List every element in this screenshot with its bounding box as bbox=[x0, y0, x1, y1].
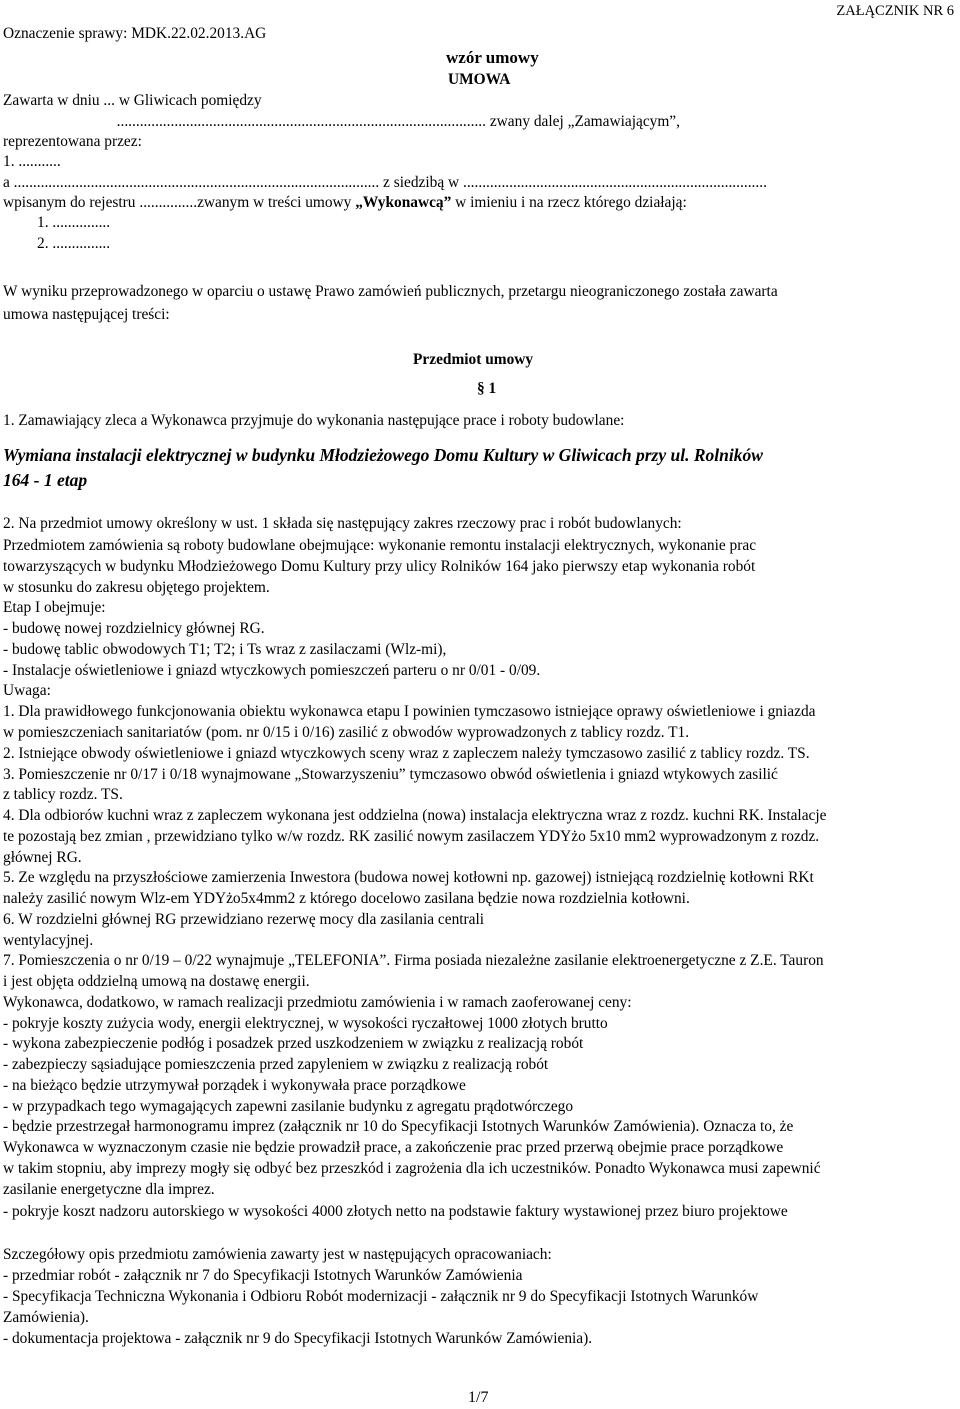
body-line: - będzie przestrzegał harmonogramu imprez (załącznik nr 10 do Specyfikacji Istotnych Warunków Zamówienia). Oznacza to, że bbox=[3, 1118, 794, 1135]
body-line: zasilanie energetyczne dla imprez. bbox=[3, 1181, 215, 1198]
representative-line: 2. ............... bbox=[37, 235, 111, 252]
body-line: 3. Pomieszczenie nr 0/17 i 0/18 wynajmowane „Stowarzyszeniu” tymczasowo obwód oświetlenia i gniazd wtykowych zasilić bbox=[3, 766, 778, 783]
body-line: w pomieszczeniach sanitariatów (pom. nr 0/15 i 0/16) zasilić z obwodów wyprowadzonych z tablicy rozdz. T1. bbox=[3, 724, 690, 741]
body-line: głównej RG. bbox=[3, 849, 82, 866]
party-line: ................................................................................................ zwany dalej „Zamawiającym”, bbox=[116, 113, 680, 130]
body-line: 1. Dla prawidłowego funkcjonowania obiektu wykonawca etapu I powinien tymczasowo istniejące oprawy oświetleniowe i gniazda bbox=[3, 703, 816, 720]
body-line: 6. W rozdzielni głównej RG przewidziano rezerwę mocy dla zasilania centrali bbox=[3, 911, 485, 928]
details-line: - przedmiar robót - załącznik nr 7 do Specyfikacji Istotnych Warunków Zamówienia bbox=[3, 1267, 523, 1284]
page-number: 1/7 bbox=[468, 1389, 489, 1406]
section-title: Przedmiot umowy bbox=[413, 351, 534, 368]
body-line: 4. Dla odbiorów kuchni wraz z zapleczem wykonana jest oddzielna (nowa) instalacja elektryczna wraz z rozdz. kuchni RK. Instalacje bbox=[3, 807, 827, 824]
paragraph-mark: § 1 bbox=[477, 380, 497, 397]
case-label: Oznaczenie sprawy: bbox=[3, 25, 128, 42]
party-line: reprezentowana przez: bbox=[3, 133, 142, 150]
body-line: - Instalacje oświetleniowe i gniazd wtyczkowych pomieszczeń parteru o nr 0/01 - 0/09. bbox=[3, 662, 541, 679]
body-line: - na bieżąco będzie utrzymywał porządek i wykonywała prace porządkowe bbox=[3, 1077, 466, 1094]
body-line: 7. Pomieszczenia o nr 0/19 – 0/22 wynajmuje „TELEFONIA”. Firma posiada niezależne zasilanie elektroenergetyczne z Z.E. Tauron bbox=[3, 952, 824, 969]
contractor-term: „Wykonawcą” bbox=[355, 194, 452, 211]
body-line: 5. Ze względu na przyszłościowe zamierzenia Inwestora (budowa nowej kotłowni np. gazowej) istniejącą rozdzielnię kotłowni RKt bbox=[3, 869, 814, 886]
body-line: w stosunku do zakresu objętego projektem. bbox=[3, 579, 270, 596]
body-line: - budowę nowej rozdzielnicy głównej RG. bbox=[3, 620, 265, 637]
party-line: a ............................................................................................... z siedzibą w ............................................................................... bbox=[3, 174, 767, 191]
intro-line: umowa następującej treści: bbox=[3, 306, 170, 323]
party-line: Zawarta w dniu ... w Gliwicach pomiędzy bbox=[3, 92, 262, 109]
case-number: MDK.22.02.2013.AG bbox=[131, 25, 267, 42]
body-line: 2. Na przedmiot umowy określony w ust. 1 składa się następujący zakres rzeczowy prac i robót budowlanych: bbox=[3, 515, 682, 532]
representative-line: 1. ............... bbox=[37, 214, 111, 231]
body-line: 2. Istniejące obwody oświetleniowe i gniazd wtyczkowych sceny wraz z zapleczem należy tymczasowo zasilić z tablicy rozdz. TS. bbox=[3, 745, 810, 762]
body-line: - budowę tablic obwodowych T1; T2; i Ts wraz z zasilaczami (Wlz-mi), bbox=[3, 641, 447, 658]
body-line: wentylacyjnej. bbox=[3, 932, 94, 949]
attachment-label: ZAŁĄCZNIK NR 6 bbox=[836, 3, 954, 19]
document-title: UMOWA bbox=[448, 71, 511, 88]
body-line: - wykona zabezpieczenie podłóg i posadzek przed uszkodzeniem w związku z realizacją robót bbox=[3, 1035, 584, 1052]
party-line bbox=[3, 195, 687, 210]
body-line: Uwaga: bbox=[3, 682, 51, 699]
details-line: Zamówienia). bbox=[3, 1309, 89, 1326]
details-line: - Specyfikacja Techniczna Wykonania i Odbioru Robót modernizacji - załącznik nr 9 do Specyfikacji Istotnych Warunków bbox=[3, 1288, 759, 1305]
body-line: towarzyszących w budynku Młodzieżowego Domu Kultury przy ulicy Rolników 164 jako pierwszy etap wykonania robót bbox=[3, 558, 756, 575]
body-line: - zabezpieczy sąsiadujące pomieszczenia przed zapyleniem w związku z realizacją robót bbox=[3, 1056, 549, 1073]
details-line: Szczegółowy opis przedmiotu zamówienia zawarty jest w następujących opracowaniach: bbox=[3, 1246, 552, 1263]
body-line: i jest objęta oddzielną umową na dostawę energii. bbox=[3, 973, 310, 990]
body-line: Wykonawca w wyznaczonym czasie nie będzie prowadził prace, a zakończenie prac przed przerwą obejmie prace porządkowe bbox=[3, 1139, 784, 1156]
body-line: Wykonawca, dodatkowo, w ramach realizacji przedmiotu zamówienia i w ramach zaoferowanej ceny: bbox=[3, 994, 632, 1011]
template-label: wzór umowy bbox=[446, 48, 539, 67]
body-line: Przedmiotem zamówienia są roboty budowlane obejmujące: wykonanie remontu instalacji elektrycznych, wykonanie prac bbox=[3, 537, 757, 554]
body-line: Etap I obejmuje: bbox=[3, 599, 106, 616]
body-line: - w przypadkach tego wymagających zapewni zasilanie budynku z agregatu prądotwórczego bbox=[3, 1098, 574, 1115]
body-line: - pokryje koszty zużycia wody, energii elektrycznej, w wysokości ryczałtowej 1000 złotych brutto bbox=[3, 1015, 608, 1032]
subject-line: Wymiana instalacji elektrycznej w budynku Młodzieżowego Domu Kultury w Gliwicach przy ul. Rolników bbox=[3, 445, 763, 465]
body-line: te pozostają bez zmian , przewidziano tylko w/w rozdz. RK zasilić nowym zasilaczem YDYżo 5x10 mm2 wyprowadzonym z rozdz. bbox=[3, 828, 820, 845]
registry-text-tail: w imieniu i na rzecz którego działają: bbox=[455, 194, 687, 211]
body-line: należy zasilić nowym Wlz-em YDYżo5x4mm2 z którego docelowo zasilana będzie nowa rozdzielnia kotłowni. bbox=[3, 890, 690, 907]
body-line: z tablicy rozdz. TS. bbox=[3, 786, 123, 803]
clause-1: 1. Zamawiający zleca a Wykonawca przyjmuje do wykonania następujące prace i roboty budowlane: bbox=[3, 412, 625, 429]
details-line: - dokumentacja projektowa - załącznik nr 9 do Specyfikacji Istotnych Warunków Zamówienia). bbox=[3, 1330, 593, 1347]
case-line bbox=[3, 26, 266, 41]
subject-line: 164 - 1 etap bbox=[3, 470, 88, 490]
party-line: 1. ........... bbox=[3, 153, 61, 170]
registry-text: wpisanym do rejestru ...............zwanym w treści umowy bbox=[3, 194, 352, 211]
intro-line: W wyniku przeprowadzonego w oparciu o ustawę Prawo zamówień publicznych, przetargu nieograniczonego została zawarta bbox=[3, 283, 778, 300]
body-line: - pokryje koszt nadzoru autorskiego w wysokości 4000 złotych netto na podstawie faktury wystawionej przez biuro projektowe bbox=[3, 1203, 788, 1220]
body-line: w takim stopniu, aby imprezy mogły się odbyć bez przeszkód i zagrożenia dla ich uczestników. Ponadto Wykonawca musi zapewnić bbox=[3, 1160, 821, 1177]
